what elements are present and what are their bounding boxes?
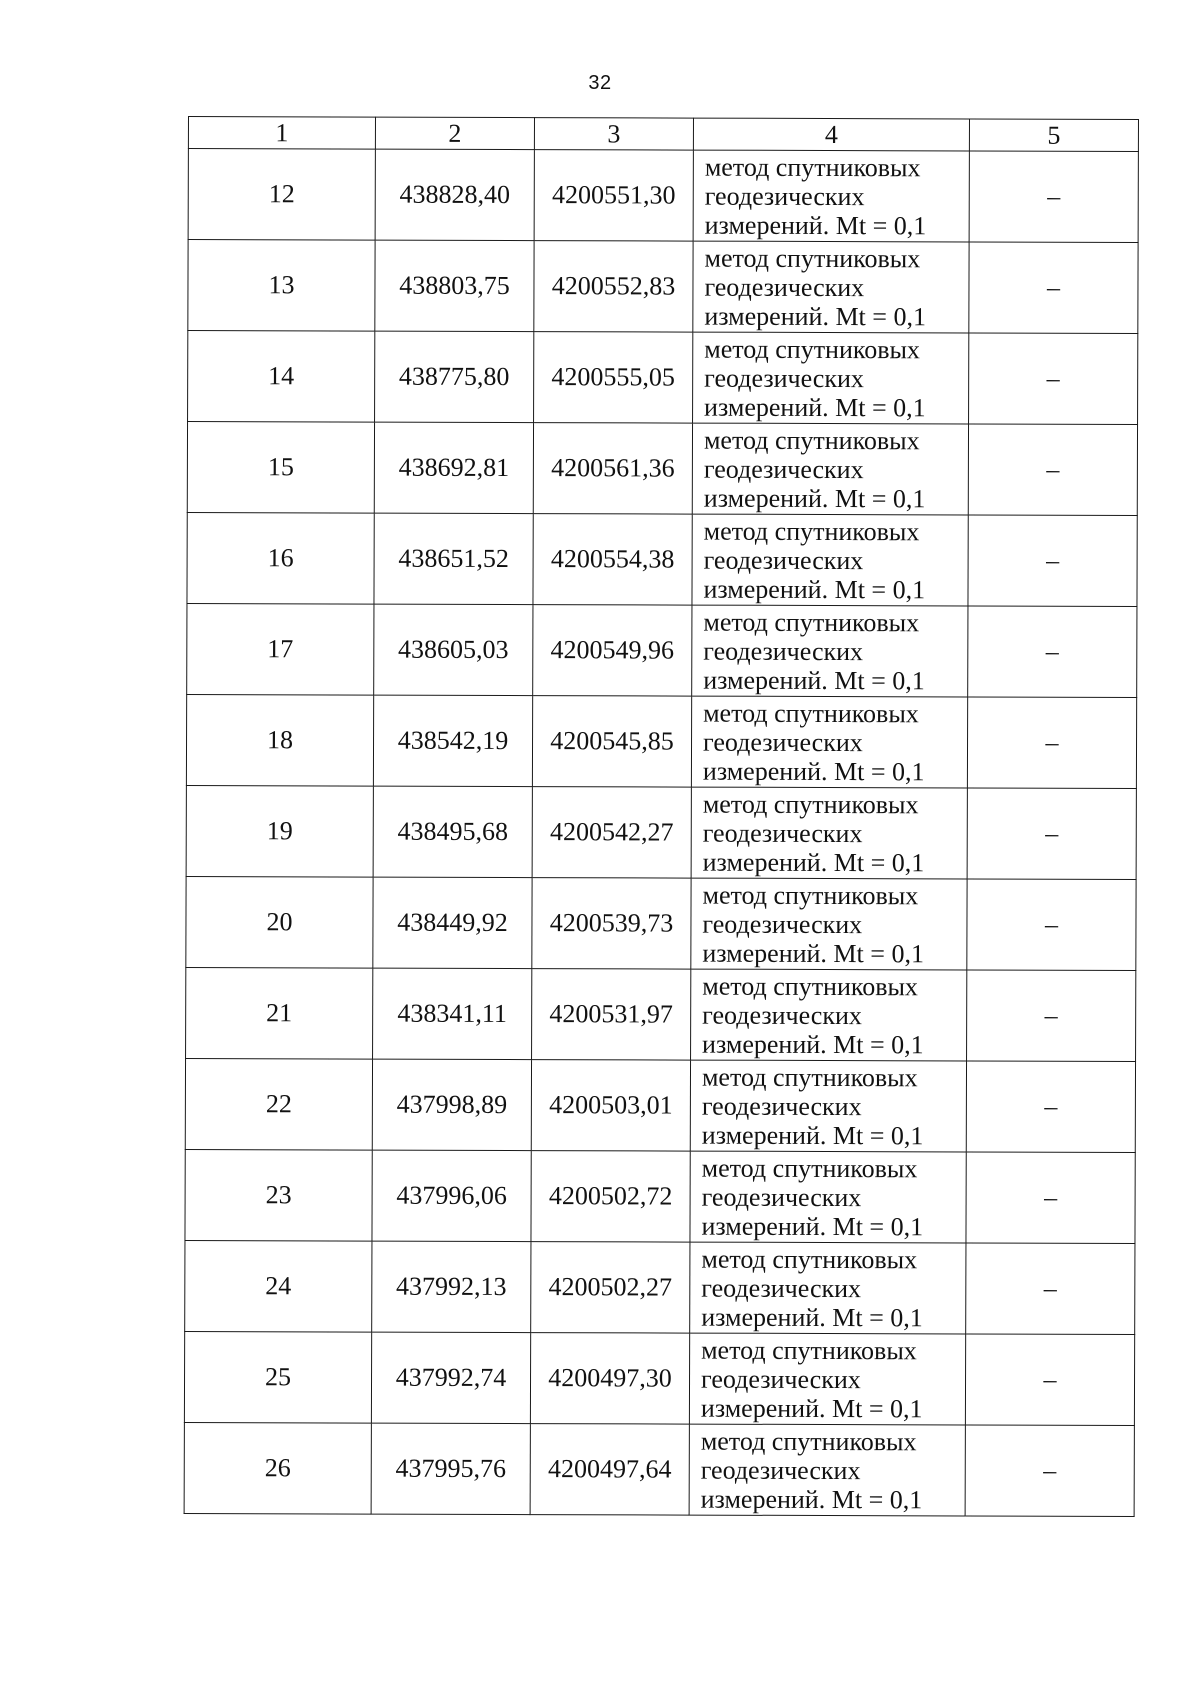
page-number: 32 (588, 72, 612, 94)
x-coordinate-cell: 437998,89 (372, 1059, 531, 1150)
note-cell: – (967, 879, 1136, 971)
method-cell: метод спутниковых геодезических измерений. Mt = 0,1 (692, 423, 968, 515)
y-coordinate-cell: 4200555,05 (534, 332, 693, 423)
table-row (188, 240, 1138, 334)
table-row (184, 1422, 1134, 1516)
y-coordinate-cell: 4200551,30 (534, 150, 693, 241)
x-coordinate-cell: 438341,11 (373, 968, 532, 1059)
point-number-cell: 18 (186, 694, 373, 786)
x-coordinate-cell: 437996,06 (372, 1150, 531, 1241)
method-cell: метод спутниковых геодезических измерений. Mt = 0,1 (690, 1060, 966, 1152)
table-row (185, 1058, 1135, 1152)
table-row (188, 331, 1138, 425)
table-row (186, 876, 1136, 970)
table-row (188, 149, 1138, 243)
x-coordinate-cell: 438495,68 (373, 786, 532, 877)
x-coordinate-cell: 437995,76 (371, 1423, 530, 1514)
note-cell: – (969, 333, 1138, 425)
x-coordinate-cell: 438692,81 (374, 422, 533, 513)
note-cell: – (967, 697, 1136, 789)
method-cell: метод спутниковых геодезических измерений. Mt = 0,1 (689, 1333, 965, 1425)
x-coordinate-cell: 437992,74 (371, 1332, 530, 1423)
point-number-cell: 20 (186, 876, 373, 968)
header-row (188, 117, 1138, 152)
y-coordinate-cell: 4200554,38 (533, 514, 692, 605)
point-number-cell: 15 (187, 422, 374, 514)
y-coordinate-cell: 4200531,97 (532, 969, 691, 1060)
x-coordinate-cell: 438775,80 (375, 331, 534, 422)
method-cell: метод спутниковых геодезических измерений. Mt = 0,1 (692, 605, 968, 697)
point-number-cell: 22 (185, 1058, 372, 1150)
note-cell: – (966, 1061, 1135, 1153)
note-cell: – (965, 1425, 1134, 1517)
y-coordinate-cell: 4200539,73 (532, 878, 691, 969)
table-header (188, 117, 1138, 152)
table-row (187, 603, 1137, 697)
table-row (187, 422, 1137, 516)
point-number-cell: 26 (184, 1422, 371, 1514)
coordinates-table-wrapper (184, 116, 1139, 1517)
note-cell: – (966, 1243, 1135, 1335)
column-header-4: 4 (693, 118, 969, 151)
method-cell: метод спутниковых геодезических измерений. Mt = 0,1 (693, 150, 969, 242)
x-coordinate-cell: 437992,13 (372, 1241, 531, 1332)
point-number-cell: 16 (187, 512, 374, 604)
point-number-cell: 21 (186, 967, 373, 1059)
point-number-cell: 23 (185, 1149, 372, 1241)
table-row (186, 694, 1136, 788)
point-number-cell: 14 (188, 331, 375, 423)
note-cell: – (969, 151, 1138, 243)
method-cell: метод спутниковых геодезических измерений. Mt = 0,1 (691, 696, 967, 788)
x-coordinate-cell: 438803,75 (375, 240, 534, 331)
column-header-5: 5 (969, 119, 1138, 152)
method-cell: метод спутниковых геодезических измерений. Mt = 0,1 (692, 514, 968, 606)
note-cell: – (969, 242, 1138, 334)
point-number-cell: 19 (186, 785, 373, 877)
point-number-cell: 13 (188, 240, 375, 332)
x-coordinate-cell: 438449,92 (373, 877, 532, 968)
y-coordinate-cell: 4200502,27 (531, 1242, 690, 1333)
table-row (186, 785, 1136, 879)
y-coordinate-cell: 4200497,64 (530, 1424, 689, 1515)
note-cell: – (967, 970, 1136, 1062)
column-header-1: 1 (188, 117, 375, 150)
point-number-cell: 12 (188, 149, 375, 241)
x-coordinate-cell: 438651,52 (374, 513, 533, 604)
y-coordinate-cell: 4200549,96 (533, 605, 692, 696)
table-row (184, 1331, 1134, 1425)
table-row (185, 1149, 1135, 1243)
table-row (187, 512, 1137, 606)
y-coordinate-cell: 4200542,27 (532, 787, 691, 878)
method-cell: метод спутниковых геодезических измерений. Mt = 0,1 (691, 878, 967, 970)
note-cell: – (965, 1334, 1134, 1426)
method-cell: метод спутниковых геодезических измерений. Mt = 0,1 (693, 332, 969, 424)
method-cell: метод спутниковых геодезических измерений. Mt = 0,1 (690, 1242, 966, 1334)
note-cell: – (966, 1152, 1135, 1244)
table-row (186, 967, 1136, 1061)
method-cell: метод спутниковых геодезических измерений. Mt = 0,1 (691, 969, 967, 1061)
point-number-cell: 24 (185, 1240, 372, 1332)
y-coordinate-cell: 4200545,85 (532, 696, 691, 787)
y-coordinate-cell: 4200561,36 (533, 423, 692, 514)
table-body (184, 149, 1138, 1517)
table-row (185, 1240, 1135, 1334)
note-cell: – (968, 515, 1137, 607)
x-coordinate-cell: 438828,40 (375, 149, 534, 240)
note-cell: – (968, 424, 1137, 516)
method-cell: метод спутниковых геодезических измерений. Mt = 0,1 (693, 241, 969, 333)
note-cell: – (968, 606, 1137, 698)
y-coordinate-cell: 4200503,01 (531, 1060, 690, 1151)
y-coordinate-cell: 4200497,30 (530, 1333, 689, 1424)
method-cell: метод спутниковых геодезических измерений. Mt = 0,1 (691, 787, 967, 879)
point-number-cell: 25 (184, 1331, 371, 1423)
point-number-cell: 17 (187, 603, 374, 695)
method-cell: метод спутниковых геодезических измерений. Mt = 0,1 (690, 1151, 966, 1243)
y-coordinate-cell: 4200552,83 (534, 241, 693, 332)
column-header-3: 3 (534, 118, 693, 150)
x-coordinate-cell: 438542,19 (373, 695, 532, 786)
method-cell: метод спутниковых геодезических измерений. Mt = 0,1 (689, 1424, 965, 1516)
x-coordinate-cell: 438605,03 (374, 604, 533, 695)
y-coordinate-cell: 4200502,72 (531, 1151, 690, 1242)
coordinates-table (184, 116, 1139, 1517)
column-header-2: 2 (375, 117, 534, 149)
note-cell: – (967, 788, 1136, 880)
